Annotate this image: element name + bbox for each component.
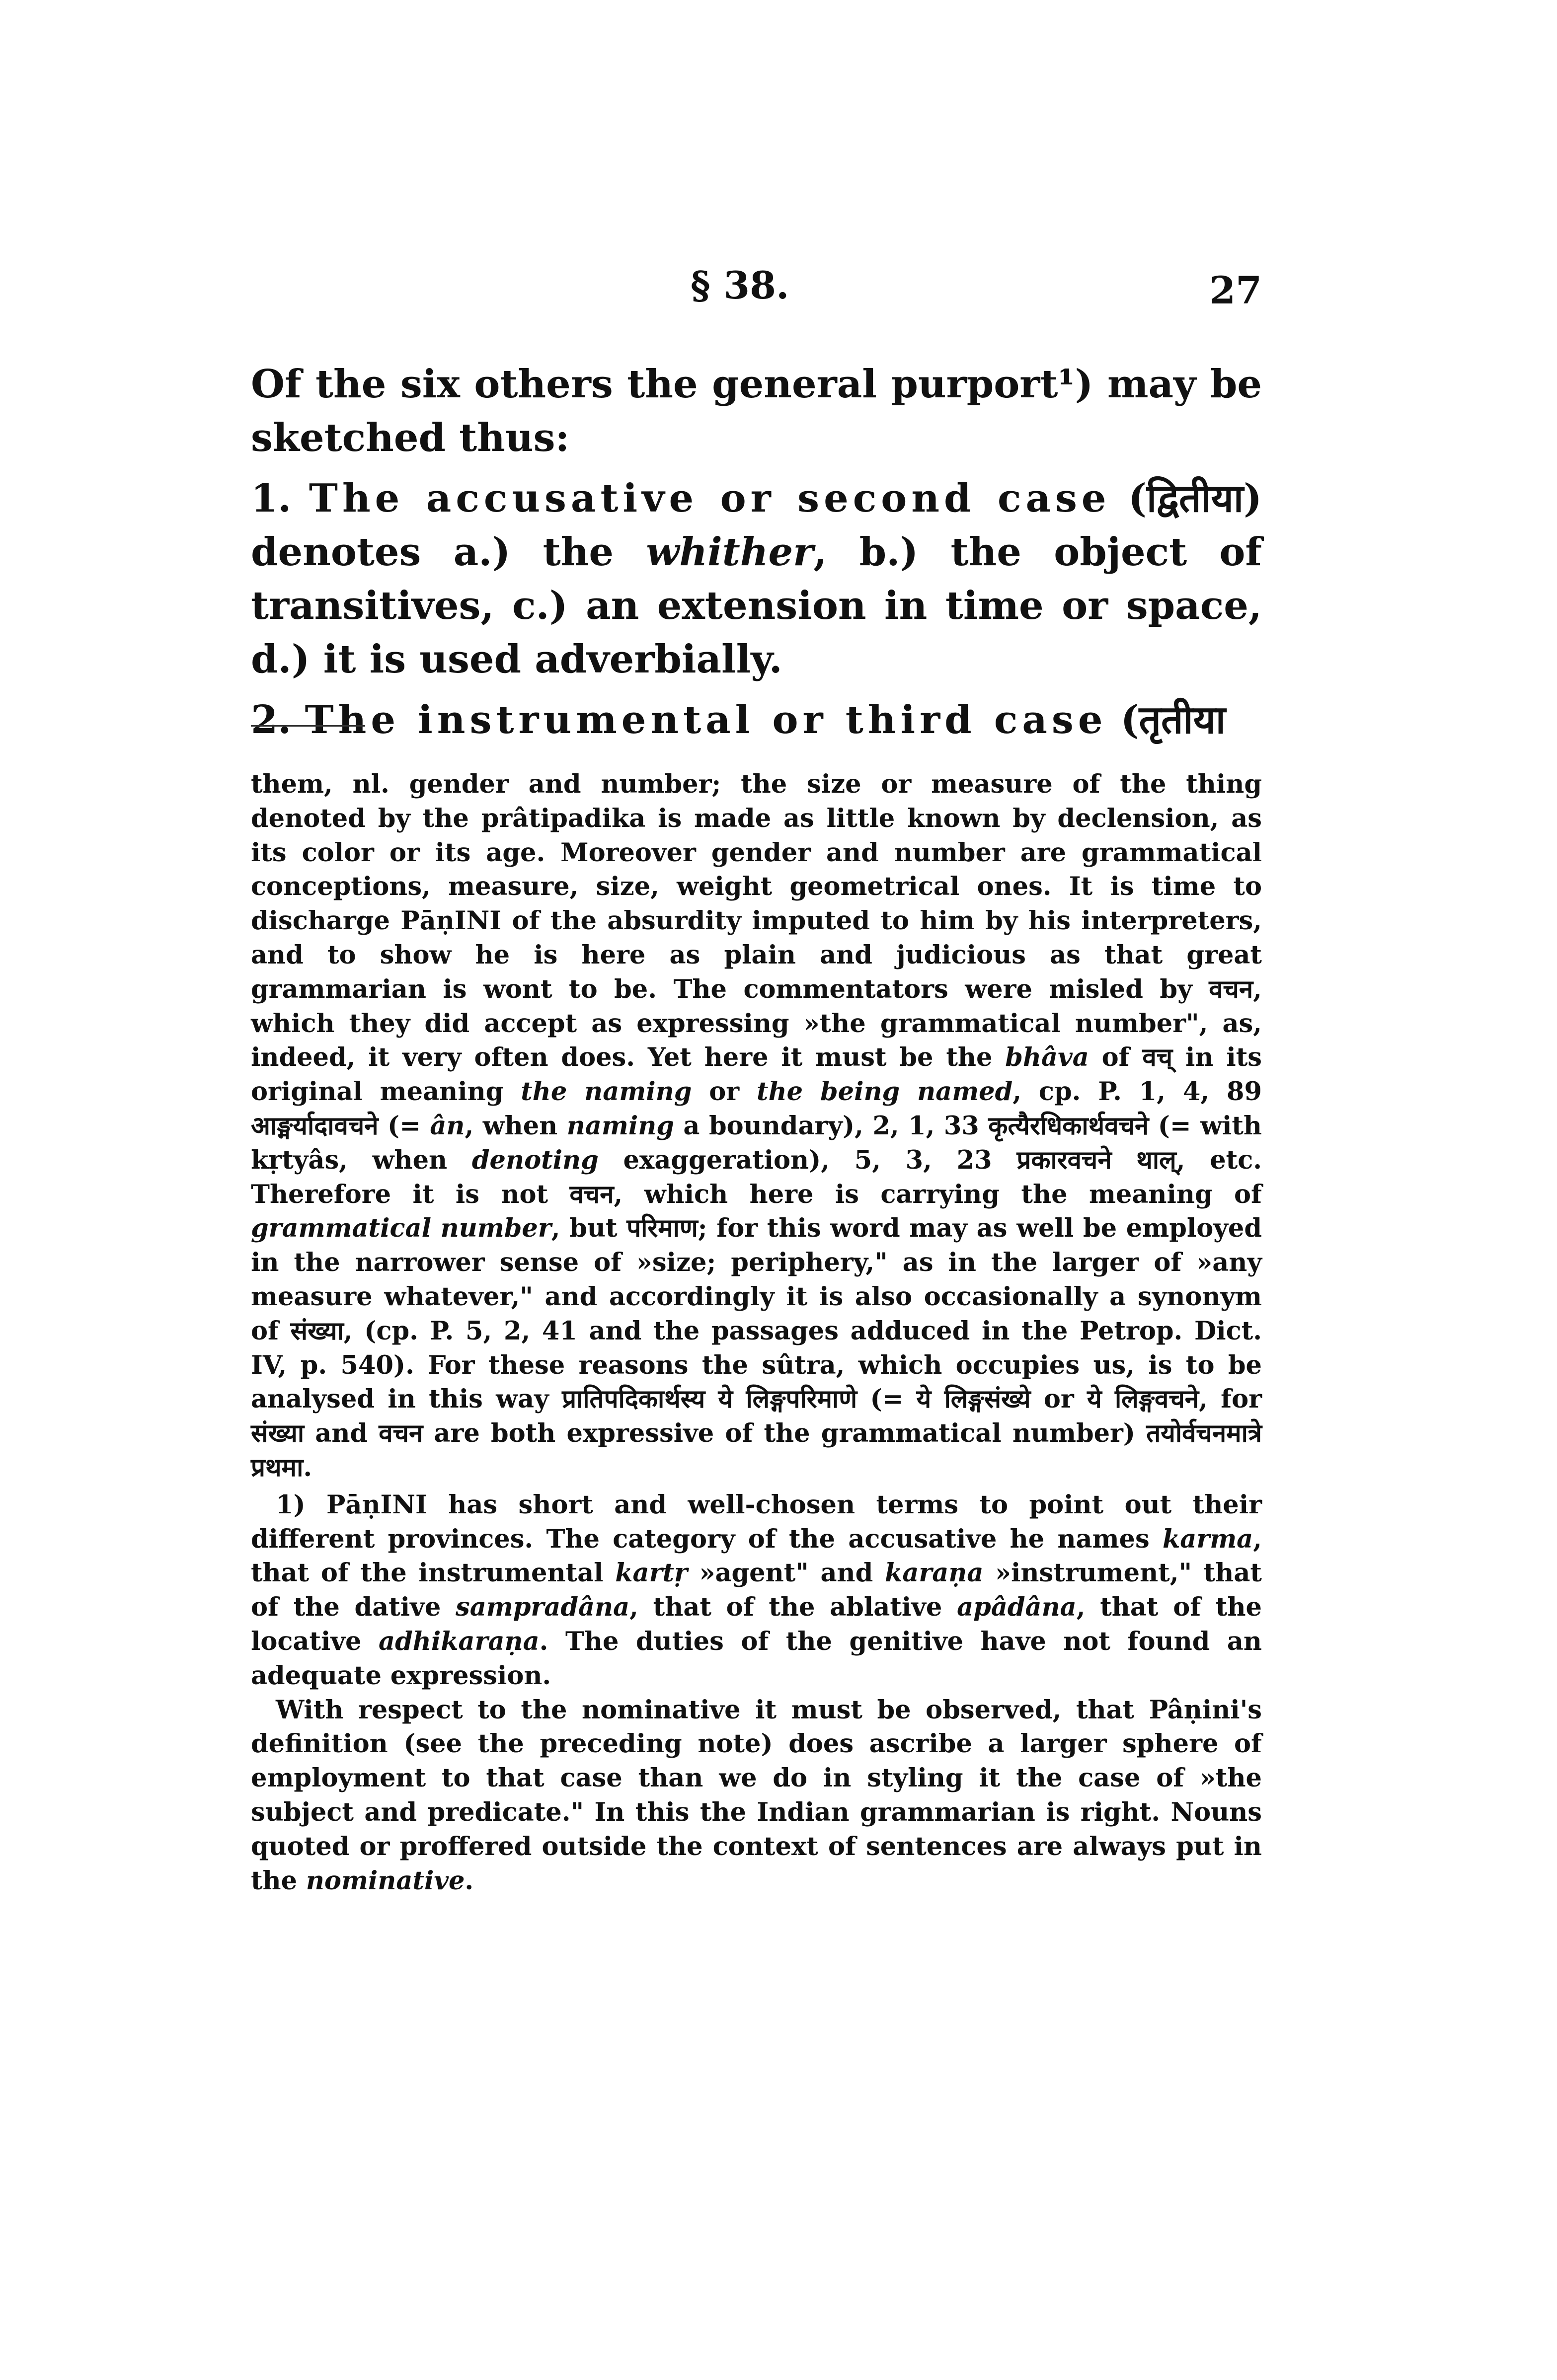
footnote-number: 1) (276, 1489, 327, 1520)
italic-term: karaṇa (885, 1558, 984, 1588)
intro-text-end: may be sketched thus: (251, 362, 1262, 460)
note-text: , cp. P. 1, 4, 89 आङ्मर्यादावचने (= (251, 1077, 1262, 1141)
item-number: 2. (251, 697, 305, 743)
note-text: With respect to the nominative it must be observed, that Pâṇini's definition (see the preceding note) does ascribe a larger sphere of employment to that case than we do in styling it the case of »the subject and predicate." In this the Indian grammarian is right. Nouns quoted or proffered outside the context of sentences are always put in the (251, 1695, 1262, 1896)
footnote-divider (251, 725, 365, 727)
italic-term: nominative (306, 1865, 465, 1896)
spaced-term: The instrumental or third case (305, 697, 1107, 743)
note-text: PāṇINI has short and well-chosen terms to point out their different provinces. The category of the accusative he names (251, 1489, 1262, 1554)
note-text: , when (465, 1111, 567, 1141)
sanskrit-term: (तृतीया (1107, 697, 1226, 743)
italic-term: naming (566, 1111, 674, 1141)
footnote-continuation (251, 767, 1262, 1485)
italic-term: grammatical number (251, 1213, 551, 1244)
note-text: exaggeration), 5, 3, 23 प्रकारवचने थाल्, etc. Therefore it is not वचन, which here is carrying the meaning of (251, 1145, 1262, 1209)
footnote-1-continued (251, 1693, 1262, 1898)
section-number: § 38. (691, 263, 789, 307)
spaced-term: The accusative or second case (309, 476, 1111, 521)
page-number: 27 (1209, 268, 1262, 312)
note-text: of वच् in its original meaning (251, 1042, 1262, 1107)
italic-term: adhikaraṇa (379, 1626, 540, 1656)
note-text: , that of the locative (251, 1592, 1262, 1656)
accusative-paragraph (251, 472, 1262, 686)
italic-term: bhâva (1005, 1042, 1089, 1073)
paragraph-text: , b.) the object of transitives, c.) an extension in time or space, d.) it is used adverbially. (251, 529, 1262, 682)
italic-term: ân (430, 1111, 465, 1141)
note-text: . (465, 1865, 474, 1896)
note-text: them, nl. gender and number; the size or measure of the thing denoted by the prâtipadika is made as little known by declension, as its color or its age. Moreover gender and number are grammatical conceptions, measure, size, weight geometrical ones. It is time to discharge PāṇINI of the absurdity imputed to him by his interpreters, and to show he is here as plain and judicious as that great grammarian is wont to be. The commentators were misled by वचन, which they did accept as expressing »the grammatical number", as, indeed, it very often does. Yet here it must be the (251, 769, 1262, 1073)
running-head (248, 263, 1262, 323)
italic-term: apâdâna (957, 1592, 1077, 1623)
note-text: »instrument," that of the dative (251, 1558, 1262, 1623)
italic-term: whither (646, 529, 814, 575)
intro-paragraph (251, 358, 1262, 465)
italic-term: kartṛ (615, 1558, 688, 1588)
footnote-1 (251, 1488, 1262, 1693)
note-text: , but परिमाण; for this word may as well be employed in the narrower sense of »size; periphery," as in the larger of »any measure whatever," and accordingly it is also occasionally a synonym of संख्या, (cp. P. 5, 2, 41 and the passages adduced in the Petrop. Dict. IV, p. 540). For these reasons the sûtra, which occupies us, is to be analysed in this way प्रातिपदिकार्थस्य ये लिङ्गपरिमाणे (= ये लिङ्गसंख्ये or ये लिङ्गवचने, for संख्या and वचन are both expressive of the grammatical number) तयोर्वचनमात्रे प्रथमा. (251, 1213, 1262, 1483)
italic-term: sampradâna (456, 1592, 630, 1623)
main-text (251, 358, 1262, 747)
italic-term: the naming (521, 1077, 692, 1107)
instrumental-paragraph (251, 693, 1262, 747)
note-text: »agent" and (687, 1558, 885, 1588)
note-text: or (692, 1077, 757, 1107)
italic-term: denoting (471, 1145, 599, 1175)
intro-text-start: Of the six others the general purport (251, 362, 1058, 407)
note-text: . The duties of the genitive have not found an adequate expression. (251, 1626, 1262, 1691)
item-number: 1. (251, 476, 309, 521)
footnotes (251, 767, 1262, 1898)
note-text: a boundary), 2, 1, 33 कृत्यैरधिकार्थवचने (= with kṛtyâs, when (251, 1111, 1262, 1175)
note-text: , that of the instrumental (251, 1524, 1262, 1588)
sanskrit-term: (द्वितीया) (1110, 476, 1262, 521)
italic-term: the being named (757, 1077, 1013, 1107)
italic-term: karma (1162, 1524, 1253, 1554)
note-text: , that of the ablative (629, 1592, 957, 1623)
paragraph-text: denotes a.) the (251, 529, 646, 575)
footnote-ref: ¹) (1058, 362, 1093, 407)
